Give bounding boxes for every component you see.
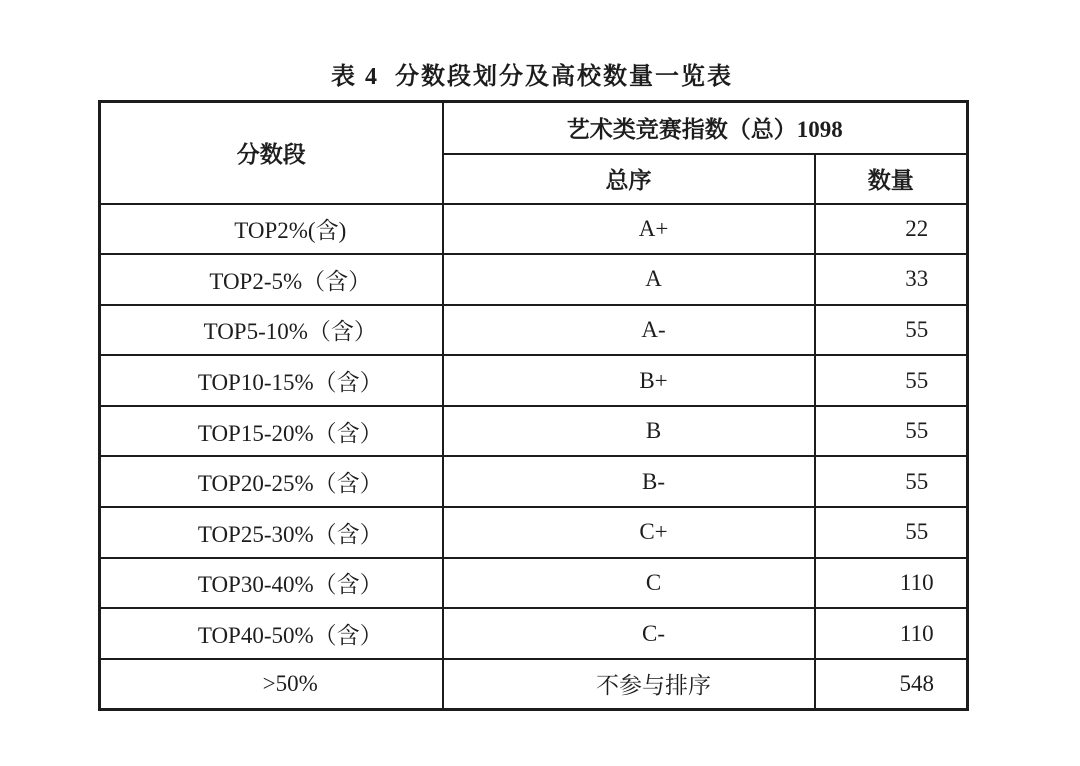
cell-score-range: TOP25-30%（含） xyxy=(100,507,443,558)
cell-count: 33 xyxy=(815,254,968,305)
cell-grade: C- xyxy=(443,608,815,659)
header-row-group xyxy=(100,102,968,154)
cell-count: 55 xyxy=(815,456,968,507)
cell-grade: C+ xyxy=(443,507,815,558)
table-body xyxy=(100,204,968,710)
cell-score-range: TOP40-50%（含） xyxy=(100,608,443,659)
table-row xyxy=(100,456,968,507)
header-order: 总序 xyxy=(443,154,815,204)
table-row xyxy=(100,204,968,255)
cell-count: 110 xyxy=(815,608,968,659)
header-score-segment: 分数段 xyxy=(100,102,443,204)
cell-grade: C xyxy=(443,558,815,609)
cell-count: 55 xyxy=(815,406,968,457)
cell-count: 22 xyxy=(815,204,968,255)
table-title: 表 4 分数段划分及高校数量一览表 xyxy=(331,64,733,90)
cell-grade: B- xyxy=(443,456,815,507)
header-count: 数量 xyxy=(815,154,968,204)
score-table xyxy=(98,100,969,711)
cell-grade: A xyxy=(443,254,815,305)
cell-count: 110 xyxy=(815,558,968,609)
header-index-group: 艺术类竞赛指数（总）1098 xyxy=(443,102,968,154)
cell-count: 55 xyxy=(815,305,968,356)
cell-score-range: TOP5-10%（含） xyxy=(100,305,443,356)
table-row xyxy=(100,406,968,457)
cell-score-range: TOP20-25%（含） xyxy=(100,456,443,507)
cell-grade: B xyxy=(443,406,815,457)
table-row xyxy=(100,608,968,659)
cell-count: 55 xyxy=(815,507,968,558)
cell-score-range: TOP2-5%（含） xyxy=(100,254,443,305)
cell-grade: B+ xyxy=(443,355,815,406)
table-row xyxy=(100,355,968,406)
cell-grade: 不参与排序 xyxy=(443,659,815,710)
table-row xyxy=(100,507,968,558)
cell-score-range: TOP15-20%（含） xyxy=(100,406,443,457)
cell-score-range: TOP2%(含) xyxy=(100,204,443,255)
cell-count: 548 xyxy=(815,659,968,710)
table-row xyxy=(100,659,968,710)
cell-score-range: >50% xyxy=(100,659,443,710)
cell-score-range: TOP10-15%（含） xyxy=(100,355,443,406)
table-row xyxy=(100,254,968,305)
table-row xyxy=(100,558,968,609)
cell-grade: A+ xyxy=(443,204,815,255)
cell-grade: A- xyxy=(443,305,815,356)
table-header xyxy=(100,102,968,204)
cell-count: 55 xyxy=(815,355,968,406)
cell-score-range: TOP30-40%（含） xyxy=(100,558,443,609)
table-row xyxy=(100,305,968,356)
